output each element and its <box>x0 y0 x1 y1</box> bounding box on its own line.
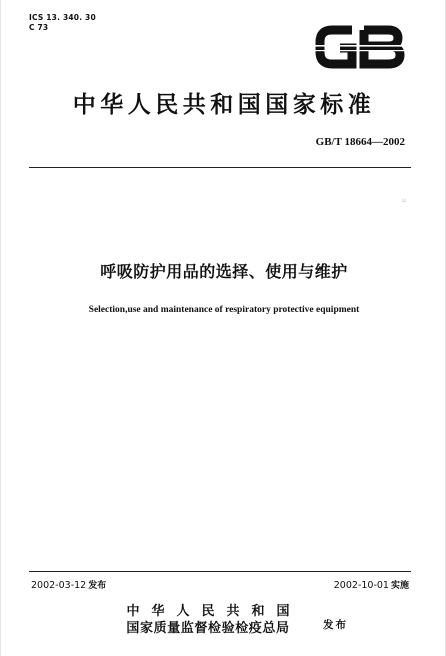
classification-codes <box>29 13 96 33</box>
issue-date-block <box>31 578 106 591</box>
issue-label: 发布 <box>88 581 107 591</box>
document-title-english: Selection,use and maintenance of respiratory protective equipment <box>88 305 360 315</box>
document-title-chinese: 呼吸防护用品的选择、使用与维护 <box>100 262 348 281</box>
implementation-date: 2002-10-01 <box>333 580 389 591</box>
issue-date: 2002-03-12 <box>31 580 87 591</box>
publisher-country: 中华人民共和国 <box>126 604 302 619</box>
publisher-release-label: 发布 <box>323 619 348 631</box>
publisher-block <box>1 604 446 644</box>
scan-mark: u <box>402 197 406 204</box>
ccs-code: C 73 <box>29 23 49 32</box>
publisher-names <box>99 604 317 637</box>
footer-divider <box>29 571 411 572</box>
implementation-label: 实施 <box>390 581 409 591</box>
publisher-agency: 国家质量监督检验检疫总局 <box>126 621 290 636</box>
ics-code: ICS 13. 340. 30 <box>29 13 96 22</box>
header-divider <box>29 167 411 168</box>
national-standard-title: 中华人民共和国国家标准 <box>72 92 376 118</box>
implementation-date-block <box>334 578 409 591</box>
gb-logo <box>314 24 406 70</box>
standard-number: GB/T 18664—2002 <box>315 136 405 148</box>
